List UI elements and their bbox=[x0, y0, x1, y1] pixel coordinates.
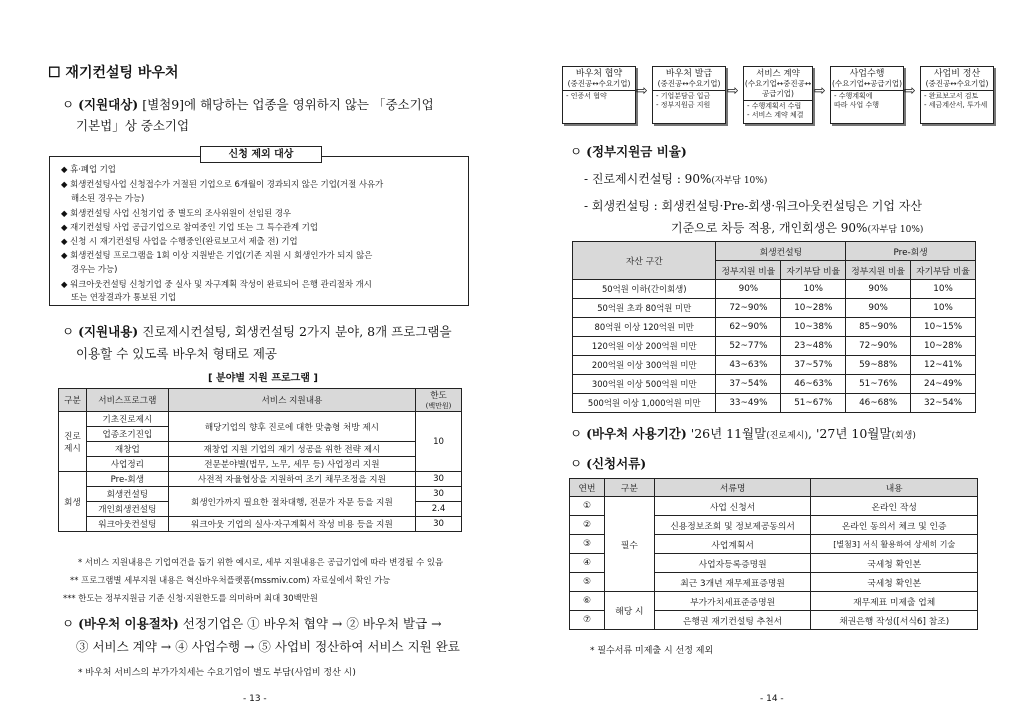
program-name: 기초진로제시 bbox=[86, 412, 168, 427]
ratio-value-cell: 23~48% bbox=[781, 337, 846, 356]
docs-table bbox=[569, 478, 978, 630]
exclusion-item: ◆ 회생컨설팅사업 신청접수가 거절된 기업으로 6개월이 경과되지 않은 기업(거절 사유가 bbox=[61, 179, 384, 189]
program-limit: 2.4 bbox=[416, 502, 462, 517]
exclusion-item: ◆ 워크아웃컨설팅 신청기업 중 실사 및 자구계획 작성이 완료되어 은행 관리절차 개시 bbox=[61, 279, 372, 289]
doc-cat-required: 필수 bbox=[604, 497, 654, 592]
bullet: ㅇ bbox=[62, 97, 75, 112]
ratio-table bbox=[572, 241, 976, 413]
group-career: 진로 제시 bbox=[59, 412, 87, 472]
program-limit: 30 bbox=[416, 472, 462, 487]
section-title: ☐ 재기컨설팅 바우처 bbox=[48, 65, 179, 81]
program-content: 재창업 지원 기업의 재기 성공을 위한 전략 제시 bbox=[168, 442, 415, 457]
exclusion-item-cont: 경우는 가능) bbox=[71, 264, 118, 274]
program-name: 워크아웃컨설팅 bbox=[86, 517, 168, 532]
period-paragraph: ㅇ (바우처 사용기간) '26년 11월말(진로제시), '27년 10월말(회생) bbox=[570, 426, 916, 441]
ratio-row bbox=[573, 394, 976, 413]
program-name: 업종조기진입 bbox=[86, 427, 168, 442]
ratio-value-cell: 85~90% bbox=[846, 318, 911, 337]
ratio-value-cell: 51~67% bbox=[781, 394, 846, 413]
ratio-value-cell: 51~76% bbox=[846, 375, 911, 394]
flow-step-3: 서비스 계약 (수요기업↔중진공↔공급기업) - 수행계획서 수립 - 서비스 계약 체결 bbox=[743, 66, 813, 124]
note-1: * 서비스 지원내용은 기업여건을 돕기 위한 예시로, 세부 지원내용은 공급기업에 따라 변경될 수 있음 bbox=[78, 557, 444, 567]
content-paragraph: ㅇ (지원내용) 진로제시컨설팅, 회생컨설팅 2가지 분야, 8개 프로그램을 bbox=[62, 324, 452, 339]
ratio-line-1: - 진로제시컨설팅 : 90%(자부담 10%) bbox=[584, 172, 768, 186]
exclusion-item-cont: 또는 연장결과가 통보된 기업 bbox=[71, 292, 177, 302]
eligibility-text-1: [별첨9]에 해당하는 업종을 영위하지 않는 「중소기업 bbox=[142, 97, 434, 112]
group-rehab: 회생 bbox=[59, 472, 87, 532]
ratio-row bbox=[573, 337, 976, 356]
doc-name: 사업계획서 bbox=[654, 535, 811, 554]
col-rehab: 회생컨설팅 bbox=[716, 242, 846, 261]
ratio-asset-cell: 120억원 이상 200억원 미만 bbox=[573, 337, 716, 356]
col-gov: 정부지원 비율 bbox=[846, 261, 911, 280]
doc-no: ① bbox=[570, 497, 605, 516]
ratio-asset-cell: 200억원 이상 300억원 미만 bbox=[573, 356, 716, 375]
note-2: ** 프로그램별 세부지원 내용은 혁신바우처플랫폼(mssmiv.com) 자료실에서 확인 가능 bbox=[70, 575, 391, 585]
program-content: 워크아웃 기업의 실사·자구계획서 작성 비용 등을 지원 bbox=[168, 517, 415, 532]
doc-cat-applicable: 해당 시 bbox=[604, 592, 654, 630]
program-content: 사전적 자율협상을 지원하여 조기 채무조정을 지원 bbox=[168, 472, 415, 487]
program-name: 개인회생컨설팅 bbox=[86, 502, 168, 517]
col-cat: 구분 bbox=[604, 479, 654, 497]
col-content: 서비스 지원내용 bbox=[168, 389, 415, 412]
eligibility-paragraph bbox=[62, 95, 434, 113]
ratio-value-cell: 52~77% bbox=[716, 337, 781, 356]
col-asset: 자산 구간 bbox=[573, 242, 716, 280]
col-pre: Pre-회생 bbox=[846, 242, 976, 261]
ratio-row bbox=[573, 375, 976, 394]
note-3: *** 한도는 정부지원금 기준 신청·지원한도를 의미하며 최대 30백만원 bbox=[63, 593, 318, 603]
ratio-value-cell: 62~90% bbox=[716, 318, 781, 337]
flow-step-1: 바우처 협약 (중진공↔수요기업) - 인증서 협약 bbox=[562, 66, 636, 124]
ratio-value-cell: 12~41% bbox=[911, 356, 976, 375]
program-limit: 30 bbox=[416, 487, 462, 502]
ratio-value-cell: 10~15% bbox=[911, 318, 976, 337]
ratio-value-cell: 43~63% bbox=[716, 356, 781, 375]
doc-name: 최근 3개년 재무제표증명원 bbox=[654, 573, 811, 592]
eligibility-heading: (지원대상) bbox=[78, 97, 139, 112]
doc-name: 신용정보조회 및 정보제공동의서 bbox=[654, 516, 811, 535]
doc-no: ⑤ bbox=[570, 573, 605, 592]
procedure-text-2: ③ 서비스 계약 → ④ 사업수행 → ⑤ 사업비 정산하여 서비스 지원 완료 bbox=[76, 639, 460, 654]
ratio-asset-cell: 300억원 이상 500억원 미만 bbox=[573, 375, 716, 394]
content-text-2: 이용할 수 있도록 바우처 형태로 제공 bbox=[76, 346, 277, 361]
ratio-value-cell: 10~38% bbox=[781, 318, 846, 337]
ratio-value-cell: 10~28% bbox=[911, 337, 976, 356]
doc-name: 은행권 재기컨설팅 추천서 bbox=[654, 611, 811, 630]
doc-no: ④ bbox=[570, 554, 605, 573]
doc-name: 사업자등록증명원 bbox=[654, 554, 811, 573]
content-heading: (지원내용) bbox=[78, 324, 139, 339]
exclusion-title: 신청 제외 대상 bbox=[200, 146, 322, 163]
ratio-value-cell: 90% bbox=[716, 280, 781, 299]
col-self: 자기부담 비율 bbox=[911, 261, 976, 280]
procedure-note: * 바우처 서비스의 부가가치세는 수요기업이 별도 부담(사업비 정산 시) bbox=[78, 668, 356, 678]
ratio-asset-cell: 50억원 초과 80억원 미만 bbox=[573, 299, 716, 318]
flow-arrow: ⇨ bbox=[727, 83, 739, 99]
ratio-value-cell: 24~49% bbox=[911, 375, 976, 394]
eligibility-text-2: 기본법」상 중소기업 bbox=[76, 118, 190, 133]
doc-no: ③ bbox=[570, 535, 605, 554]
ratio-value-cell: 46~63% bbox=[781, 375, 846, 394]
program-content: 회생인가까지 필요한 절차대행, 전문가 자문 등을 지원 bbox=[168, 487, 415, 517]
ratio-asset-cell: 500억원 이상 1,000억원 미만 bbox=[573, 394, 716, 413]
ratio-row bbox=[573, 299, 976, 318]
program-table-caption: [ 분야별 지원 프로그램 ] bbox=[208, 373, 319, 384]
exclusion-item: ◆ 휴·폐업 기업 bbox=[61, 164, 116, 174]
flow-arrow: ⇨ bbox=[814, 83, 826, 99]
flow-step-2: 바우처 발급 (중진공↔수요기업) - 기업분담금 입금 - 정부지원금 지원 bbox=[652, 66, 726, 124]
flow-step-4: 사업수행 (수요기업↔공급기업) - 수행계획에 따라 사업 수행 bbox=[830, 66, 904, 124]
ratio-row bbox=[573, 280, 976, 299]
ratio-value-cell: 10% bbox=[911, 299, 976, 318]
ratio-value-cell: 32~54% bbox=[911, 394, 976, 413]
program-table bbox=[58, 388, 462, 532]
ratio-row bbox=[573, 356, 976, 375]
ratio-value-cell: 72~90% bbox=[716, 299, 781, 318]
ratio-row bbox=[573, 318, 976, 337]
docs-note: * 필수서류 미제출 시 선정 제외 bbox=[590, 646, 714, 656]
exclusion-item: ◆ 재기컨설팅 사업 공급기업으로 참여중인 기업 또는 그 특수관계 기업 bbox=[61, 222, 318, 232]
page-number-right: - 14 - bbox=[760, 694, 784, 704]
program-content: 전문분야별(법무, 노무, 세무 등) 사업정리 지원 bbox=[168, 457, 415, 472]
page-number-left: - 13 - bbox=[243, 694, 267, 704]
procedure-paragraph: ㅇ (바우처 이용절차) 선정기업은 ① 바우처 협약 → ② 바우처 발급 → bbox=[62, 616, 442, 631]
program-limit: 30 bbox=[416, 517, 462, 532]
doc-content: 국세청 확인본 bbox=[811, 554, 978, 573]
col-self: 자기부담 비율 bbox=[781, 261, 846, 280]
program-limit: 10 bbox=[416, 412, 462, 472]
ratio-value-cell: 10% bbox=[781, 280, 846, 299]
doc-content: 국세청 확인본 bbox=[811, 573, 978, 592]
program-name: 재창업 bbox=[86, 442, 168, 457]
procedure-text-1: 선정기업은 ① 바우처 협약 → ② 바우처 발급 → bbox=[182, 616, 442, 631]
flow-step-5: 사업비 정산 (중진공↔수요기업) - 완료보고서 검토 - 세금계산서, 투가세 bbox=[920, 66, 994, 124]
col-content: 내용 bbox=[811, 479, 978, 497]
doc-content: 온라인 동의서 체크 및 인증 bbox=[811, 516, 978, 535]
exclusion-item: ◆ 신청 시 재기컨설팅 사업을 수행중인(완료보고서 제출 전) 기업 bbox=[61, 236, 298, 246]
col-category: 구분 bbox=[59, 389, 87, 412]
ratio-line-2: - 회생컨설팅 : 회생컨설팅·Pre-회생·워크아웃컨설팅은 기업 자산 bbox=[584, 199, 922, 213]
doc-content: 채권은행 작성([서식6] 참조) bbox=[811, 611, 978, 630]
col-name: 서류명 bbox=[654, 479, 811, 497]
doc-no: ⑦ bbox=[570, 611, 605, 630]
ratio-value-cell: 37~54% bbox=[716, 375, 781, 394]
doc-content: 온라인 작성 bbox=[811, 497, 978, 516]
ratio-asset-cell: 50억원 이하(간이회생) bbox=[573, 280, 716, 299]
ratio-value-cell: 10~28% bbox=[781, 299, 846, 318]
col-limit: 한도 (백만원) bbox=[416, 389, 462, 412]
exclusion-item: ◆ 회생컨설팅 사업 신청기업 중 별도의 조사위원이 선임된 경우 bbox=[61, 208, 292, 218]
ratio-value-cell: 33~49% bbox=[716, 394, 781, 413]
ratio-value-cell: 90% bbox=[846, 299, 911, 318]
exclusion-item: ◆ 회생컨설팅 프로그램을 1회 이상 지원받은 기업(기존 지원 시 회생인가가 되지 않은 bbox=[61, 250, 373, 260]
doc-no: ⑥ bbox=[570, 592, 605, 611]
flow-arrow: ⇨ bbox=[636, 83, 648, 99]
doc-name: 사업 신청서 bbox=[654, 497, 811, 516]
ratio-value-cell: 37~57% bbox=[781, 356, 846, 375]
program-name: 회생컨설팅 bbox=[86, 487, 168, 502]
ratio-value-cell: 72~90% bbox=[846, 337, 911, 356]
program-name: Pre-회생 bbox=[86, 472, 168, 487]
doc-no: ② bbox=[570, 516, 605, 535]
ratio-line-3: 기준으로 차등 적용, 개인회생은 90%(자부담 10%) bbox=[671, 221, 924, 235]
docs-heading: (신청서류) bbox=[586, 456, 647, 471]
doc-name: 부가가치세표준증명원 bbox=[654, 592, 811, 611]
col-gov: 정부지원 비율 bbox=[716, 261, 781, 280]
ratio-value-cell: 59~88% bbox=[846, 356, 911, 375]
content-text-1: 진로제시컨설팅, 회생컨설팅 2가지 분야, 8개 프로그램을 bbox=[142, 324, 452, 339]
col-program: 서비스프로그램 bbox=[86, 389, 168, 412]
docs-paragraph: ㅇ (신청서류) bbox=[570, 456, 647, 471]
doc-content: 재무제표 미제출 업체 bbox=[811, 592, 978, 611]
period-heading: (바우처 사용기간) bbox=[586, 426, 687, 441]
program-content: 해당기업의 향후 진로에 대한 맞춤형 처방 제시 bbox=[168, 412, 415, 442]
procedure-heading: (바우처 이용절차) bbox=[78, 616, 179, 631]
ratio-value-cell: 46~68% bbox=[846, 394, 911, 413]
col-no: 연번 bbox=[570, 479, 605, 497]
doc-content: [별첨3] 서식 활용하여 상세히 기술 bbox=[811, 535, 978, 554]
ratio-asset-cell: 80억원 이상 120억원 미만 bbox=[573, 318, 716, 337]
flow-arrow: ⇨ bbox=[904, 83, 916, 99]
program-name: 사업정리 bbox=[86, 457, 168, 472]
ratio-paragraph: ㅇ (정부지원금 비율) bbox=[570, 144, 687, 159]
ratio-value-cell: 90% bbox=[846, 280, 911, 299]
ratio-heading: (정부지원금 비율) bbox=[586, 144, 687, 159]
exclusion-item-cont: 해소된 경우는 가능) bbox=[71, 193, 145, 203]
ratio-value-cell: 10% bbox=[911, 280, 976, 299]
